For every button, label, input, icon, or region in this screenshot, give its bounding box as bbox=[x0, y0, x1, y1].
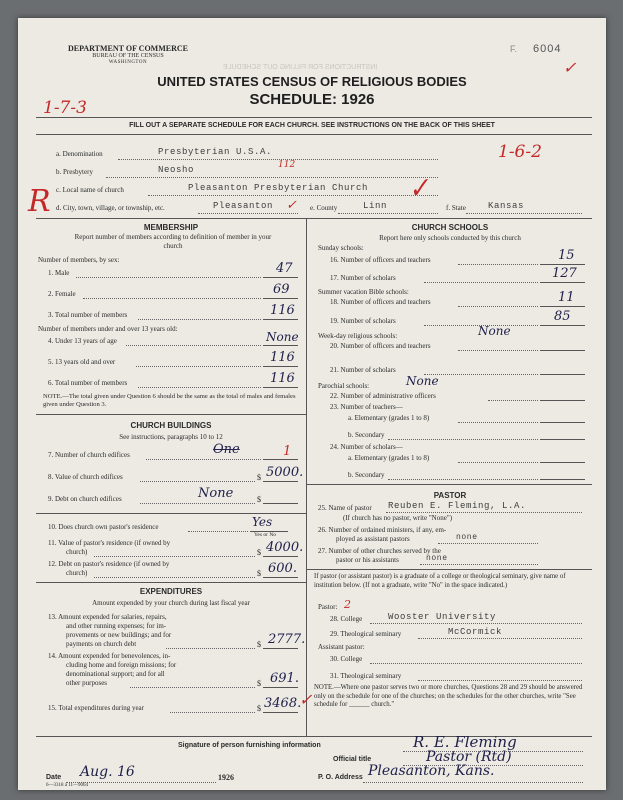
city-label: WASHINGTON bbox=[108, 60, 148, 65]
q15-dollar: $ bbox=[257, 704, 261, 713]
q21-label: 21. Number of scholars bbox=[330, 366, 396, 374]
schools-heading: CHURCH SCHOOLS bbox=[411, 223, 489, 232]
q24b-label: b. Secondary bbox=[348, 471, 385, 479]
q28-label: 28. College bbox=[330, 615, 363, 623]
q13-dollar: $ bbox=[257, 640, 261, 649]
form-number: 6004 bbox=[533, 43, 562, 55]
membership-intro: Report number of members according to definition of member in your church bbox=[74, 233, 272, 250]
q5-label: 5. 13 years old and over bbox=[48, 358, 116, 366]
q23a-label: a. Elementary (grades 1 to 8) bbox=[348, 414, 430, 422]
expenditures-heading: EXPENDITURES bbox=[139, 587, 203, 596]
county-label: e. County bbox=[310, 204, 338, 212]
q1-label: 1. Male bbox=[48, 269, 70, 277]
page-title: UNITED STATES CENSUS OF RELIGIOUS BODIES bbox=[157, 74, 467, 89]
schedule-title: SCHEDULE: 1926 bbox=[249, 91, 375, 108]
form-letter: F. bbox=[510, 44, 518, 54]
q26-value: none bbox=[456, 533, 478, 542]
bureau-label: BUREAU OF THE CENSUS bbox=[92, 53, 164, 59]
church-name-value: Pleasanton Presbyterian Church bbox=[188, 183, 369, 193]
q29-label: 29. Theological seminary bbox=[330, 630, 402, 638]
handwritten-code-top: 1-7-3 bbox=[43, 98, 87, 118]
check-mark-city: ✓ bbox=[286, 198, 297, 213]
date-value: Aug. 16 bbox=[80, 764, 135, 780]
q25-note: (If church has no pastor, write "None") bbox=[343, 514, 453, 522]
parochial-schools-label: Parochial schools: bbox=[318, 382, 370, 390]
q11-label-line2: church) bbox=[66, 548, 88, 556]
q14-value: 691. bbox=[270, 671, 299, 686]
q26-label-line1: 26. Number of ordained ministers, if any, em- bbox=[318, 526, 447, 534]
q18-label: 18. Number of officers and teachers bbox=[330, 298, 431, 306]
q3-value: 116 bbox=[270, 303, 295, 318]
q29-value: McCormick bbox=[448, 627, 503, 637]
q31-label: 31. Theological seminary bbox=[330, 672, 402, 680]
q27-label-line1: 27. Number of other churches served by the bbox=[318, 547, 441, 555]
dept-label: DEPARTMENT OF COMMERCE bbox=[67, 44, 188, 53]
q16-label: 16. Number of officers and teachers bbox=[330, 256, 431, 264]
assistant-pastor-label: Assistant pastor: bbox=[318, 643, 365, 651]
membership-heading: MEMBERSHIP bbox=[143, 223, 199, 232]
q25-value: Reuben E. Fleming, L.A. bbox=[388, 501, 527, 511]
q9-value: None bbox=[198, 486, 234, 501]
pastor-note: NOTE.—Where one pastor serves two or more churches, Questions 28 and 29 should be answered only on the schedule for one of the churches; on the schedules for the other churches, write "See schedule for ______ church." bbox=[314, 684, 583, 708]
city-value: Pleasanton bbox=[213, 201, 274, 211]
pastor-label: Pastor: bbox=[318, 603, 338, 611]
official-title-value: Pastor (Rtd) bbox=[426, 749, 512, 765]
pastor-mark: 2 bbox=[344, 598, 351, 611]
parochial-schools-value: None bbox=[406, 374, 439, 388]
q7-struck-value: One bbox=[213, 442, 240, 457]
q13-value: 2777. bbox=[268, 632, 306, 647]
q19-label: 19. Number of scholars bbox=[330, 317, 396, 325]
q12-value: 600. bbox=[268, 561, 297, 576]
address-label: P. O. Address bbox=[318, 774, 363, 781]
q14-label-line1: 14. Amount expended for benevolences, in- bbox=[48, 652, 171, 660]
q1-value: 47 bbox=[276, 261, 293, 276]
schools-intro: Report here only schools conducted by this church bbox=[379, 234, 521, 242]
q28-value: Wooster University bbox=[388, 612, 497, 622]
signature-value: R. E. Fleming bbox=[413, 733, 517, 751]
q24a-label: a. Elementary (grades 1 to 8) bbox=[348, 454, 430, 462]
membership-note: NOTE.—The total given under Question 6 should be the same as the total of males and females given under Question 3. bbox=[43, 393, 296, 408]
q2-value: 69 bbox=[273, 282, 290, 297]
q4-label: 4. Under 13 years of age bbox=[48, 337, 117, 345]
q16-value: 15 bbox=[558, 248, 575, 263]
city-label: d. City, town, village, or township, etc. bbox=[56, 204, 165, 212]
membership-age-label: Number of members under and over 13 years old: bbox=[38, 325, 178, 333]
q11-value: 4000. bbox=[266, 540, 304, 555]
handwritten-code-right: 1-6-2 bbox=[498, 142, 542, 162]
q22-label: 22. Number of administrative officers bbox=[330, 392, 436, 400]
q14-label-line2: cluding home and foreign missions; for bbox=[66, 661, 177, 669]
handwritten-initial: R bbox=[28, 184, 51, 219]
check-mark-corner: ✓ bbox=[563, 58, 577, 77]
buildings-subheading: See instructions, paragraphs 10 to 12 bbox=[119, 433, 223, 441]
q27-value: none bbox=[426, 554, 448, 563]
q18-value: 11 bbox=[558, 290, 575, 305]
q17-label: 17. Number of scholars bbox=[330, 274, 396, 282]
summer-schools-label: Summer vacation Bible schools: bbox=[318, 288, 409, 296]
q8-dollar: $ bbox=[257, 473, 261, 482]
q17-value: 127 bbox=[552, 266, 577, 281]
buildings-heading: CHURCH BUILDINGS bbox=[130, 421, 212, 430]
church-name-label: c. Local name of church bbox=[56, 186, 124, 194]
q7-value: 1 bbox=[283, 444, 292, 459]
q14-label-line4: other purposes bbox=[66, 679, 108, 687]
q10-value: Yes bbox=[252, 515, 273, 529]
weekday-schools-value: None bbox=[478, 324, 511, 338]
yes-or-no-hint: Yes or No bbox=[254, 532, 277, 538]
q13-label-line3: provements or new buildings; and for bbox=[66, 631, 172, 639]
q4-value: None bbox=[266, 330, 299, 344]
q20-label: 20. Number of officers and teachers bbox=[330, 342, 431, 350]
presbytery-value: Neosho bbox=[158, 165, 195, 175]
q14-label-line3: denominational support; and for all bbox=[66, 670, 165, 678]
q11-dollar: $ bbox=[257, 548, 261, 557]
q9-dollar: $ bbox=[257, 495, 261, 504]
denomination-value: Presbyterian U.S.A. bbox=[158, 147, 273, 157]
signature-label: Signature of person furnishing information bbox=[178, 742, 321, 749]
q15-value: 3468. bbox=[264, 696, 302, 711]
q24-label: 24. Number of scholars— bbox=[330, 443, 403, 451]
print-code: 6—3318 a 11—9064 bbox=[46, 783, 89, 788]
census-schedule-sheet bbox=[18, 18, 606, 790]
expenditures-subheading: Amount expended by your church during last fiscal year bbox=[92, 599, 250, 607]
instruction-banner: FILL OUT A SEPARATE SCHEDULE FOR EACH CHURCH. SEE INSTRUCTIONS ON THE BACK OF THIS SHEET bbox=[129, 122, 495, 129]
address-value: Pleasanton, Kans. bbox=[368, 763, 495, 779]
q26-label-line2: ployed as assistant pastors bbox=[336, 535, 410, 543]
sunday-schools-label: Sunday schools: bbox=[318, 244, 364, 252]
bleed-through-text: INSTRUCTIONS FOR FILLING OUT SCHEDULE bbox=[223, 64, 378, 71]
q23-label: 23. Number of teachers— bbox=[330, 403, 403, 411]
q25-label: 25. Name of pastor bbox=[318, 504, 372, 512]
q11-label-line1: 11. Value of pastor's residence (if owned by bbox=[48, 539, 171, 547]
q13-label-line4: payments on church debt bbox=[66, 640, 137, 648]
date-label: Date bbox=[46, 774, 62, 781]
state-label: f. State bbox=[446, 204, 466, 212]
q8-value: 5000. bbox=[266, 465, 304, 480]
denomination-label: a. Denomination bbox=[56, 150, 103, 158]
q30-label: 30. College bbox=[330, 655, 363, 663]
q27-label-line2: pastor or his assistants bbox=[336, 556, 399, 564]
date-year: 1926 bbox=[218, 773, 234, 782]
graduate-note: If pastor (or assistant pastor) is a graduate of a college or theological seminary, give name of institution below. (If not a graduate, write "No" in the space indicated.) bbox=[314, 573, 566, 589]
q6-value: 116 bbox=[270, 371, 295, 386]
check-mark-name: ✓ bbox=[405, 172, 433, 206]
q14-dollar: $ bbox=[257, 679, 261, 688]
q5-value: 116 bbox=[270, 350, 295, 365]
membership-by-sex: Number of members, by sex: bbox=[38, 256, 120, 264]
q15-label: 15. Total expenditures during year bbox=[48, 704, 144, 712]
state-value: Kansas bbox=[488, 201, 525, 211]
presbytery-label: b. Presbytery bbox=[56, 168, 93, 176]
q23b-label: b. Secondary bbox=[348, 431, 385, 439]
presbytery-note: 112 bbox=[278, 160, 296, 170]
weekday-schools-label: Week-day religious schools: bbox=[318, 332, 398, 340]
q3-label: 3. Total number of members bbox=[48, 311, 128, 319]
official-title-label: Official title bbox=[333, 756, 372, 763]
q12-label-line1: 12. Debt on pastor's residence (if owned by bbox=[48, 560, 170, 568]
pastor-heading: PASTOR bbox=[433, 491, 467, 500]
q12-dollar: $ bbox=[257, 569, 261, 578]
q13-label-line2: and other running expenses; for im- bbox=[66, 622, 167, 630]
q6-label: 6. Total number of members bbox=[48, 379, 128, 387]
q13-label-line1: 13. Amount expended for salaries, repairs, bbox=[48, 613, 167, 621]
county-value: Linn bbox=[363, 201, 388, 211]
q2-label: 2. Female bbox=[48, 290, 76, 298]
q12-label-line2: church) bbox=[66, 569, 88, 577]
q19-value: 85 bbox=[554, 309, 571, 324]
q8-label: 8. Value of church edifices bbox=[48, 473, 123, 481]
q10-label: 10. Does church own pastor's residence bbox=[48, 523, 159, 531]
check-mark-total: ✓ bbox=[299, 690, 313, 709]
q7-label: 7. Number of church edifices bbox=[48, 451, 130, 459]
q9-label: 9. Debt on church edifices bbox=[48, 495, 122, 503]
